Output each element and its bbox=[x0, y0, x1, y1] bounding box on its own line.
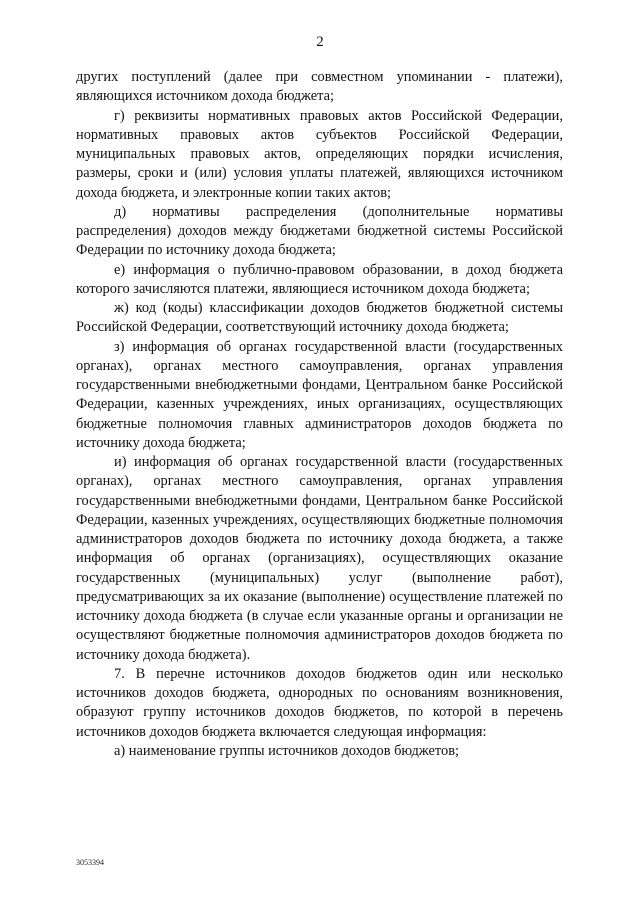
paragraph-continuation: других поступлений (далее при совместном упоминании - платежи), являющихся источником дохода бюджета; bbox=[76, 69, 563, 105]
paragraph-item-zh: ж) код (коды) классификации доходов бюджетов бюджетной системы Российской Федерации, соответствующий источнику дохода бюджета; bbox=[76, 300, 563, 336]
paragraph-item-e: е) информация о публично-правовом образовании, в доход бюджета которого зачисляются платежи, являющиеся источником дохода бюджета; bbox=[76, 261, 563, 297]
paragraph-section-7: 7. В перечне источников доходов бюджетов один или несколько источников доходов бюджета, однородных по основаниям возникновения, образуют группу источников доходов бюджетов, по которой в перечень источников доходов бюджета включается следующая информация: bbox=[76, 665, 563, 740]
document-body bbox=[76, 68, 563, 761]
page-number: 2 bbox=[316, 34, 324, 50]
paragraph-item-i: и) информация об органах государственной власти (государственных органах), органах местного самоуправления, органах управления государственными внебюджетными фондами, Центральном банке Российской Федерации, казенных учреждениях, осуществляющих бюджетные полномочия администраторов доходов бюджета по источнику дохода бюджета, а также информация об органах (организациях), осуществляющих оказание государственных (муниципальных) услуг (выполнение работ), предусматривающих за их оказание (выполнение) осуществление платежей по источнику дохода бюджета (в случае если указанные органы и организации не осуществляют бюджетные полномочия администраторов доходов бюджета по источнику дохода бюджета). bbox=[76, 454, 563, 663]
paragraph-item-g: г) реквизиты нормативных правовых актов Российской Федерации, нормативных правовых актов субъектов Российской Федерации, муниципальных правовых актов, определяющих порядки исчисления, размеры, сроки и (или) условия уплаты платежей, являющихся источником дохода бюджета, и электронные копии таких актов; bbox=[76, 107, 563, 201]
document-code: 3053394 bbox=[76, 858, 104, 867]
paragraph-item-z: з) информация об органах государственной власти (государственных органах), органах местного самоуправления, органах управления государственными внебюджетными фондами, Центральном банке Российской Федерации, казенных учреждениях, иных организациях, осуществляющих бюджетные полномочия главных администраторов доходов бюджета по источнику дохода бюджета; bbox=[76, 338, 563, 451]
paragraph-item-d: д) нормативы распределения (дополнительные нормативы распределения) доходов между бюджетами бюджетной системы Российской Федерации по источнику дохода бюджета; bbox=[76, 203, 563, 259]
paragraph-item-a: а) наименование группы источников доходов бюджетов; bbox=[114, 742, 459, 759]
